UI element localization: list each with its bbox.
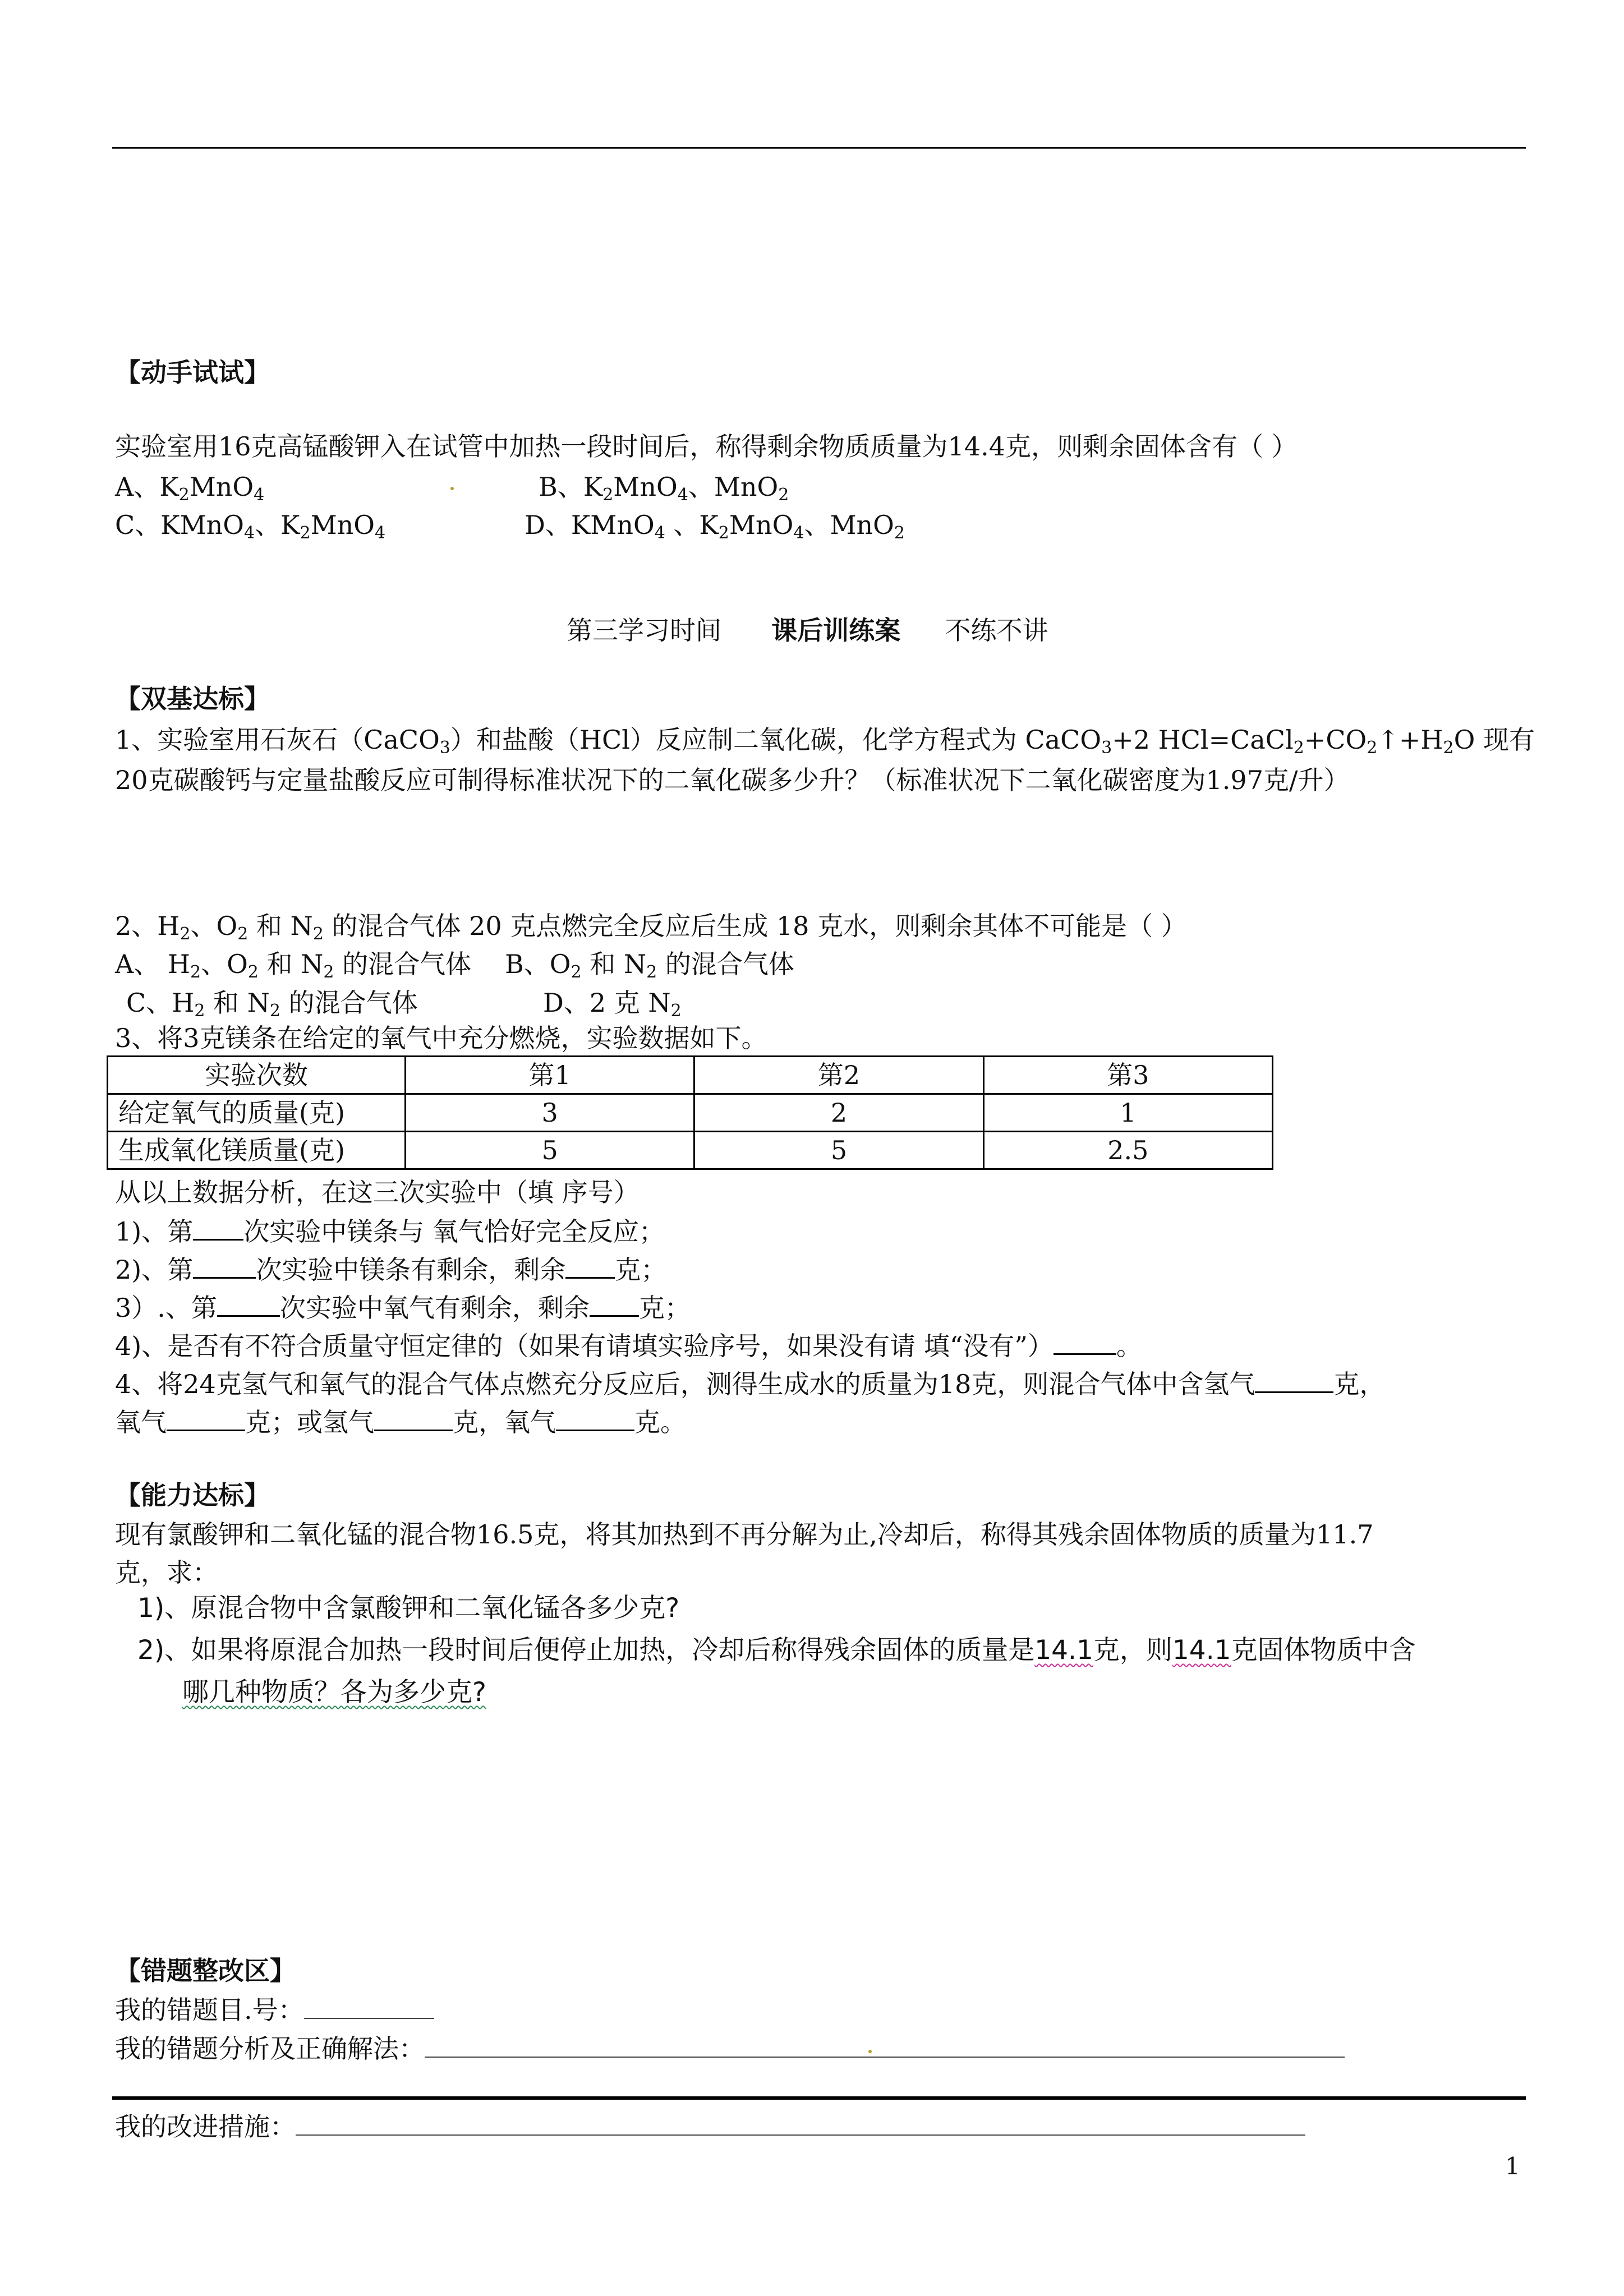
ability-subquestion-2-text: 2)、如果将原混合加热一段时间后便停止加热，冷却后称得残余固体的质量是 <box>137 1635 1035 1666</box>
answer-blank[interactable] <box>374 1407 453 1431</box>
section-title-basic: 【双基达标】 <box>115 684 270 714</box>
analysis-intro: 从以上数据分析，在这三次实验中（填 序号） <box>115 1177 640 1207</box>
section-title-hands-on: 【动手试试】 <box>115 357 270 388</box>
ability-subquestion-2-mid: 克，则 <box>1093 1635 1172 1666</box>
answer-blank[interactable] <box>1255 1369 1333 1393</box>
section-title-corrections: 【错题整改区】 <box>115 1956 296 1986</box>
answer-blank[interactable] <box>193 1255 256 1279</box>
wrong-question-analysis-label: 我的错题分析及正确解法： <box>115 2034 425 2064</box>
question-4-oxygen-label-2: 克，氧气 <box>453 1407 556 1437</box>
table-cell: 给定氧气的质量(克) <box>108 1094 406 1132</box>
question-1-line-1: 1、实验室用石灰石（CaCO$_3$）和盐酸（HCl）反应制二氧化碳，化学方程式为 CaCO$_3$+2 $HCl=CaCl_2+CO_2↑+H_2O$ 现有 <box>115 725 1535 758</box>
question-4-text: 4、将24克氢气和氧气的混合气体点燃充分反应后，测得生成水的质量为18克，则混合气体中含氢气 <box>115 1369 1255 1399</box>
ability-subquestion-2 <box>137 1629 1416 1667</box>
table-cell: 1 <box>983 1094 1272 1132</box>
answer-blank[interactable] <box>590 1293 639 1317</box>
option-d: D、KMnO$_4$ 、$K_2MnO_4$、MnO$_2$ <box>525 510 905 543</box>
experiment-data-table <box>107 1055 1273 1170</box>
ability-question-line-2: 克，求： <box>115 1557 218 1588</box>
question-3-intro: 3、将3克镁条在给定的氧气中充分燃烧，实验数据如下。 <box>115 1023 767 1053</box>
analysis-item-3 <box>115 1288 691 1325</box>
analysis-item-3-text: 次实验中氧气有剩余，剩余 <box>279 1293 590 1323</box>
answer-blank[interactable] <box>556 1407 634 1431</box>
analysis-item-2-suffix: 克； <box>615 1255 667 1285</box>
analysis-item-4-text: 4)、是否有不符合质量守恒定律的（如果有请填实验序号，如果没有请 填“没有”） <box>115 1331 1053 1361</box>
analysis-item-1-text: 次实验中镁条与 氧气恰好完全反应； <box>243 1216 665 1247</box>
question-4-line-1 <box>115 1364 1385 1401</box>
analysis-item-2 <box>115 1250 666 1287</box>
analysis-item-3-prefix: 3）.、第 <box>115 1293 217 1323</box>
stray-dot <box>868 2050 872 2053</box>
wrong-question-number-label: 我的错题目.号： <box>115 1995 304 2025</box>
improvement-measures <box>115 2106 1305 2143</box>
question-4-line-2 <box>115 1402 686 1439</box>
table-header-cell: 第3 <box>983 1057 1272 1094</box>
analysis-item-2-text: 次实验中镁条有剩余，剩余 <box>256 1255 566 1285</box>
answer-blank[interactable] <box>565 1255 615 1279</box>
table-row <box>108 1132 1273 1169</box>
question-2-option-b: B、$O_2$ 和 $N_2$ 的混合气体 <box>505 949 794 982</box>
page-number: 1 <box>1505 2152 1520 2180</box>
answer-blank[interactable] <box>167 1407 245 1431</box>
question-2: 2、$H_2$、$O_2$ 和 $N_2$ 的混合气体 20 克点燃完全反应后生成 18 克水，则剩余其体不可能是（ ） <box>115 911 1187 944</box>
answer-blank[interactable] <box>217 1293 280 1317</box>
option-b: B、$K_2MnO_4$、MnO$_2$ <box>539 472 789 505</box>
session-subtitle <box>567 610 1048 647</box>
table-header-cell: 第2 <box>694 1057 983 1094</box>
subtitle-left: 第三学习时间 <box>567 615 721 646</box>
analysis-item-3-suffix: 克； <box>638 1293 691 1323</box>
improvement-measures-label: 我的改进措施： <box>115 2111 296 2142</box>
table-cell: 2 <box>694 1094 983 1132</box>
question-potassium-permanganate: 实验室用16克高锰酸钾入在试管中加热一段时间后，称得剩余物质质量为14.4克，则剩余固体含有（ ） <box>115 431 1298 462</box>
stray-dot <box>450 487 454 490</box>
question-2-option-a: A、 $H_2$、$O_2$ 和 $N_2$ 的混合气体 <box>115 949 472 982</box>
residue-mass-value: 14.1 <box>1034 1635 1093 1666</box>
top-rule <box>112 147 1526 149</box>
improvement-measures-blank[interactable] <box>296 2112 1305 2136</box>
question-4-hydrogen-label: 克；或氢气 <box>245 1407 374 1437</box>
subtitle-middle: 课后训练案 <box>771 615 901 646</box>
section-title-ability: 【能力达标】 <box>115 1480 270 1510</box>
bottom-rule <box>112 2096 1526 2100</box>
analysis-item-1 <box>115 1211 665 1248</box>
question-1-line-2: 20克碳酸钙与定量盐酸反应可制得标准状况下的二氧化碳多少升？（标准状况下二氧化碳密度为1.97克/升） <box>115 765 1350 795</box>
wrong-question-analysis-blank[interactable] <box>425 2034 1345 2058</box>
option-a-label: A、 <box>115 472 160 502</box>
analysis-item-2-prefix: 2)、第 <box>115 1255 194 1285</box>
option-c: C、KMnO$_4$、$K_2MnO_4$ <box>115 510 386 543</box>
wrong-question-number <box>115 1990 434 2027</box>
answer-blank[interactable] <box>193 1216 243 1241</box>
question-4-unit: 克， <box>1333 1369 1386 1399</box>
ability-subquestion-2-end: 克固体物质中含 <box>1231 1635 1416 1666</box>
option-b-label: B、 <box>539 472 583 502</box>
option-d-label: D、 <box>525 510 571 540</box>
question-2-option-d: D、2 克 $N_2$ <box>543 988 682 1021</box>
analysis-item-4 <box>115 1326 1142 1363</box>
table-cell: 5 <box>694 1132 983 1169</box>
ability-subquestion-2-line-2 <box>182 1671 486 1709</box>
table-cell: 生成氧化镁质量(克) <box>108 1132 406 1169</box>
table-header-cell: 第1 <box>406 1057 694 1094</box>
table-header-cell: 实验次数 <box>108 1057 406 1094</box>
table-cell: 5 <box>406 1132 694 1169</box>
option-c-label: C、 <box>115 510 161 540</box>
answer-blank[interactable] <box>1053 1331 1116 1355</box>
ability-question-line-1: 现有氯酸钾和二氧化锰的混合物16.5克，将其加热到不再分解为止,冷却后，称得其残余固体物质的质量为11.7 <box>115 1519 1374 1550</box>
subtitle-right: 不练不讲 <box>945 615 1048 646</box>
question-4-end: 克。 <box>634 1407 686 1437</box>
table-row <box>108 1094 1273 1132</box>
ability-subquestion-1: 1)、原混合物中含氯酸钾和二氧化锰各多少克? <box>137 1593 680 1624</box>
table-cell: 2.5 <box>983 1132 1272 1169</box>
analysis-item-4-suffix: 。 <box>1116 1331 1142 1361</box>
question-2-option-c: C、$H_2$ 和 $N_2$ 的混合气体 <box>126 988 418 1021</box>
option-a: A、$K_2MnO_4$ <box>115 472 265 505</box>
analysis-item-1-prefix: 1)、第 <box>115 1216 194 1247</box>
wrong-question-analysis <box>115 2028 1345 2066</box>
question-4-oxygen-label: 氧气 <box>115 1407 167 1437</box>
residue-mass-value-2: 14.1 <box>1172 1635 1231 1666</box>
table-header-row <box>108 1057 1273 1094</box>
ability-subquestion-2-continuation: 哪几种物质？各为多少克? <box>182 1677 486 1708</box>
wrong-question-number-blank[interactable] <box>304 1995 434 2019</box>
table-cell: 3 <box>406 1094 694 1132</box>
